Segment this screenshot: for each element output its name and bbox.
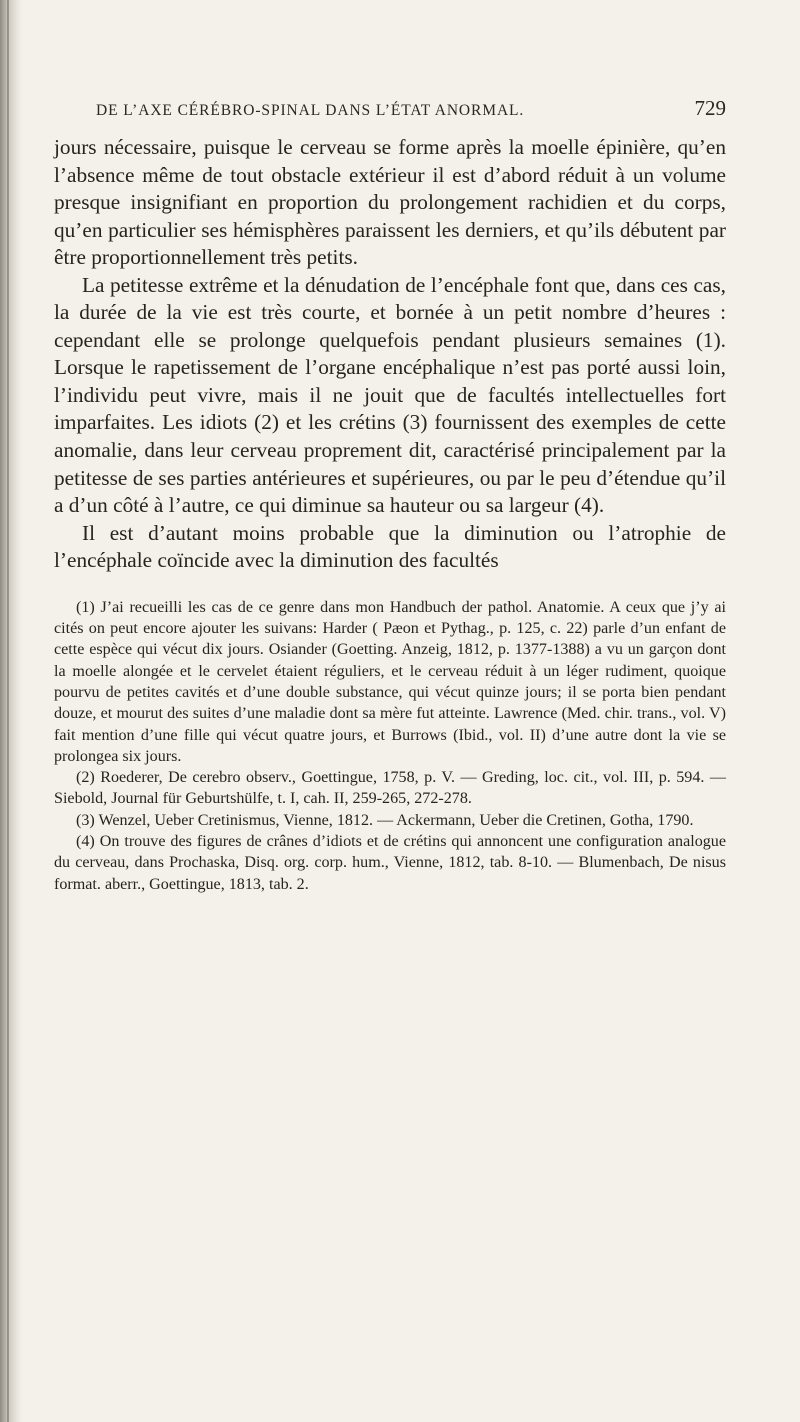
paragraph: jours nécessaire, puisque le cerveau se forme après la moelle épinière, qu’en l’absence même de tout obstacle extérieur il est d’abord réduit à un volume presque insignifiant en proportion du prolongement rachidien et du corps, qu’en particulier ses hémisphères paraissent les derniers, et qu’ils débutent par être proportionnellement très petits. [54, 135, 726, 270]
book-page [54, 96, 726, 895]
footnote: (2) Roederer, De cerebro observ., Goettingue, 1758, p. V. — Greding, loc. cit., vol. III, p. 594. — Siebold, Journal für Geburtshülfe, t. I, cah. II, 259-265, 272-278. [54, 769, 726, 808]
running-head [54, 96, 726, 134]
page-number: 729 [694, 96, 726, 120]
footnote: (4) On trouve des figures de crânes d’idiots et de crétins qui annoncent une configuration analogue du cerveau, dans Prochaska, Disq. org. corp. hum., Vienne, 1812, tab. 8-10. — Blumenbach, De nisus format. aberr., Goettingue, 1813, tab. 2. [54, 833, 726, 893]
paragraph: Il est d’autant moins probable que la diminution ou l’atrophie de l’encéphale coïncide avec la diminution des facultés [54, 520, 726, 573]
binding-edge [7, 0, 9, 1422]
footnotes [54, 597, 726, 895]
paragraph: La petitesse extrême et la dénudation de l’encéphale font que, dans ces cas, la durée de la vie est très courte, et bornée à un petit nombre d’heures : cependant elle se prolonge quelquefois pendant plusieurs semaines (1). Lorsque le rapetissement de l’organe encéphalique n’est pas porté aussi loin, l’individu peut vivre, mais il ne jouit que de facultés intellectuelles fort imparfaites. Les idiots (2) et les crétins (3) fournissent des exemples de cette anomalie, dans leur cerveau proprement dit, caractérisé principalement par la petitesse de ses parties antérieures et supérieures, ou par le peu d’étendue qu’il a d’un côté à l’autre, ce qui diminue sa hauteur ou sa largeur (4). [54, 272, 726, 518]
binding-shadow [0, 0, 22, 1422]
footnote: (1) J’ai recueilli les cas de ce genre dans mon Handbuch der pathol. Anatomie. A ceux que j’y ai cités on peut encore ajouter les suivans: Harder ( Pæon et Pythag., p. 125, c. 22) parle d’un enfant de cette espèce qui vécut dix jours. Osiander (Goetting. Anzeig, 1812, p. 1377-1388) a vu un garçon dont la moelle alongée et le cervelet étaient réguliers, et le cerveau réduit à un léger rudiment, quoique pourvu de petites cavités et d’une double substance, qui vécut quinze jours; il se porta bien pendant douze, et mourut des suites d’une maladie dont sa mère fut atteinte. Lawrence (Med. chir. trans., vol. V) fait mention d’une fille qui vécut quatre jours, et Burrows (Ibid., vol. II) d’une autre dont la vie se prolongea six jours. [54, 598, 726, 765]
footnote: (3) Wenzel, Ueber Cretinismus, Vienne, 1812. — Ackermann, Ueber die Cretinen, Gotha, 1790. [76, 811, 694, 829]
main-text [54, 134, 726, 575]
running-title: DE L’AXE CÉRÉBRO-SPINAL DANS L’ÉTAT ANORMAL. [96, 102, 525, 119]
